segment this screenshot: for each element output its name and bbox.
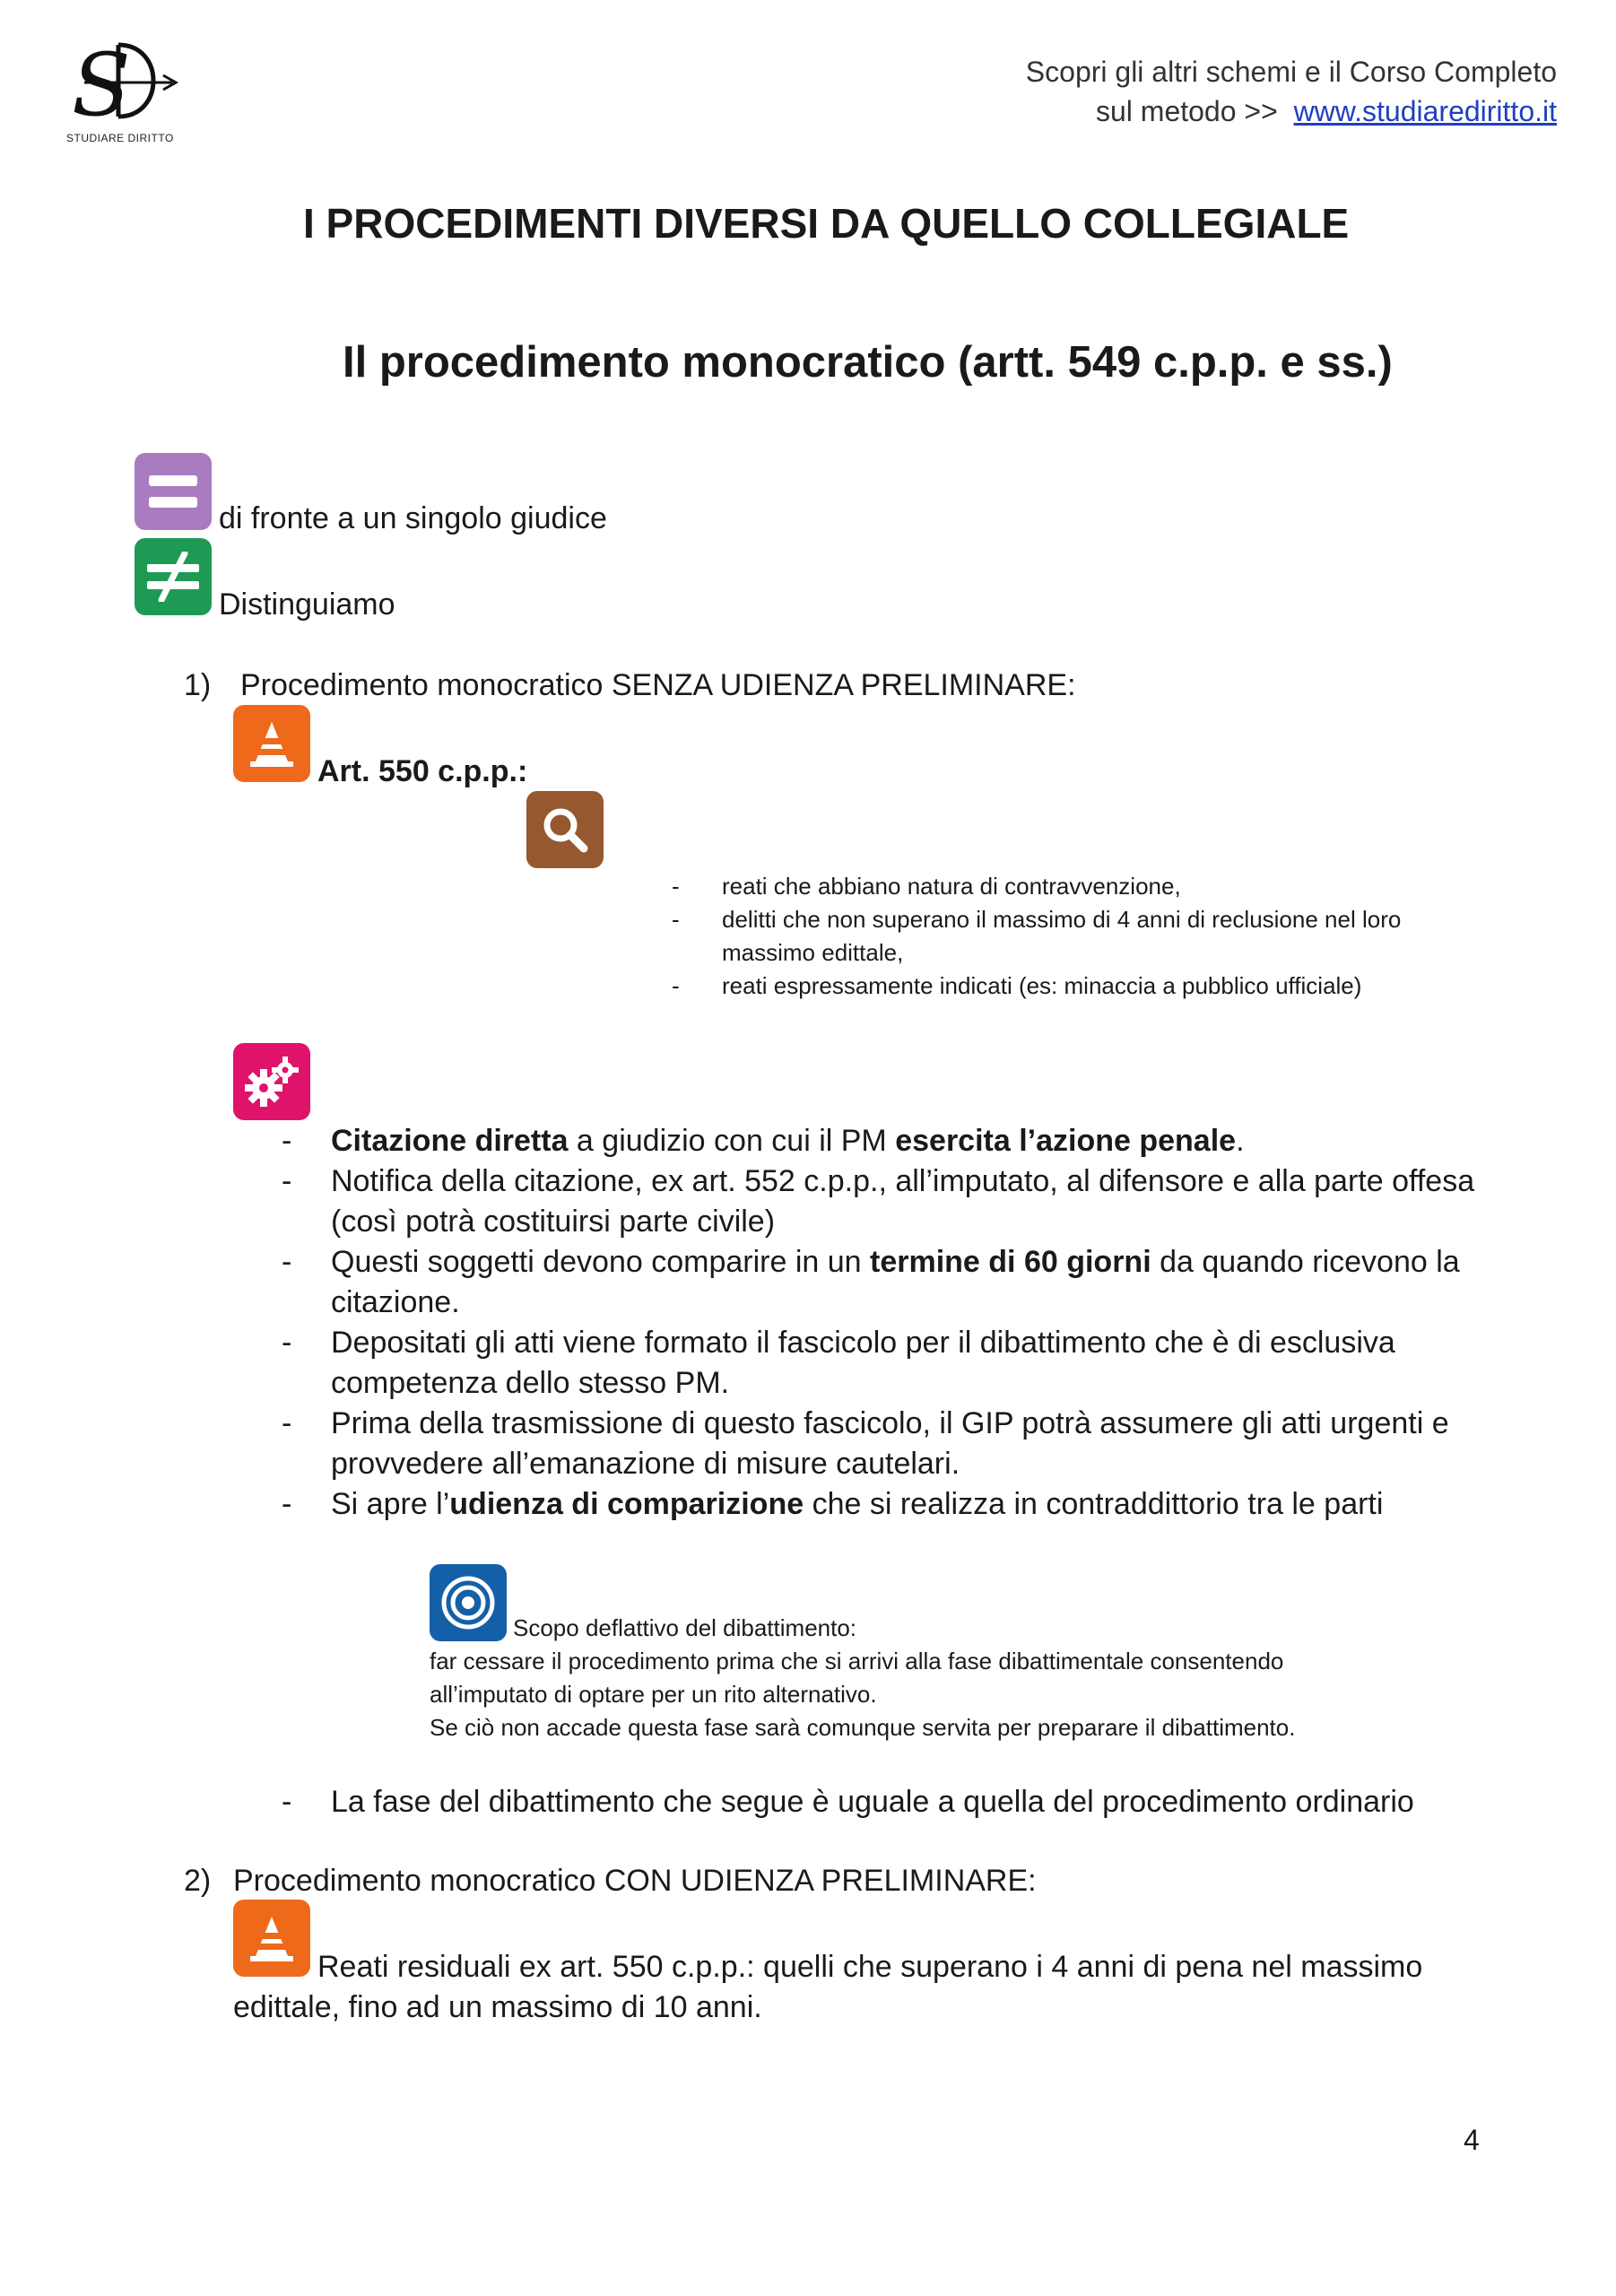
step-1 xyxy=(331,1121,1245,1161)
intro-distinguish-text: Distinguiamo xyxy=(219,587,395,622)
traffic-cone-icon xyxy=(233,1900,310,1977)
final-step: La fase del dibattimento che segue è uguale a quella del procedimento ordinario xyxy=(331,1785,1414,1819)
purpose-line-4: Se ciò non accade questa fase sarà comunque servita per preparare il dibattimento. xyxy=(430,1714,1296,1741)
article-550-label: Art. 550 c.p.p.: xyxy=(317,754,528,788)
page-subtitle: Il procedimento monocratico (artt. 549 c.p.p. e ss.) xyxy=(343,338,1393,387)
promo-line-2 xyxy=(1096,95,1557,128)
step-1-text-b: . xyxy=(1236,1124,1245,1158)
section2-line-1: Reati residuali ex art. 550 c.p.p.: quelli che superano i 4 anni di pena nel massimo xyxy=(317,1950,1423,1984)
list-item: reati che abbiano natura di contravvenzione, xyxy=(722,873,1181,900)
step-bullet: - xyxy=(282,1406,292,1440)
purpose-line-2: far cessare il procedimento prima che si arrivi alla fase dibattimentale consentendo xyxy=(430,1648,1284,1674)
gears-icon xyxy=(233,1043,310,1120)
step-6-text-b: che si realizza in contraddittorio tra le parti xyxy=(804,1487,1384,1521)
section1-heading: Procedimento monocratico SENZA UDIENZA PRELIMINARE: xyxy=(240,668,1076,702)
step-3-text-a: Questi soggetti devono comparire in un xyxy=(331,1245,871,1279)
section1-number: 1) xyxy=(184,668,212,702)
list-item: reati espressamente indicati (es: minaccia a pubblico ufficiale) xyxy=(722,972,1362,999)
svg-text:S: S xyxy=(72,36,131,126)
step-5-line-1: Prima della trasmissione di questo fascicolo, il GIP potrà assumere gli atti urgenti e xyxy=(331,1406,1449,1440)
list-bullet: - xyxy=(672,972,680,999)
step-3-line-2: citazione. xyxy=(331,1285,460,1319)
list-bullet: - xyxy=(672,906,680,933)
step-1-text-a: a giudizio con cui il PM xyxy=(568,1124,896,1158)
intro-equal-text: di fronte a un singolo giudice xyxy=(219,501,607,535)
step-bullet: - xyxy=(282,1245,292,1279)
section2-heading: Procedimento monocratico CON UDIENZA PRELIMINARE: xyxy=(233,1864,1037,1898)
promo-line-1: Scopri gli altri schemi e il Corso Completo xyxy=(1025,56,1557,88)
step-6-bold: udienza di comparizione xyxy=(449,1487,804,1521)
step-2-line-1: Notifica della citazione, ex art. 552 c.p.p., all’imputato, al difensore e alla parte offesa xyxy=(331,1164,1475,1198)
step-4-line-1: Depositati gli atti viene formato il fascicolo per il dibattimento che è di esclusiva xyxy=(331,1326,1395,1360)
section2-line-2: edittale, fino ad un massimo di 10 anni. xyxy=(233,1990,762,2024)
logo-caption: STUDIARE DIRITTO xyxy=(66,132,174,144)
not-equal-icon xyxy=(135,538,212,615)
step-bullet: - xyxy=(282,1124,292,1158)
equals-icon xyxy=(135,453,212,530)
list-item: delitti che non superano il massimo di 4 anni di reclusione nel loro xyxy=(722,906,1402,933)
step-4-line-2: competenza dello stesso PM. xyxy=(331,1366,730,1400)
step-bullet: - xyxy=(282,1164,292,1198)
step-5-line-2: provvedere all’emanazione di misure cautelari. xyxy=(331,1447,960,1481)
step-3-line-1 xyxy=(331,1242,1460,1282)
step-3-bold: termine di 60 giorni xyxy=(870,1245,1151,1279)
step-bullet: - xyxy=(282,1326,292,1360)
list-bullet: - xyxy=(672,873,680,900)
step-bullet: - xyxy=(282,1785,292,1819)
step-1-bold-a: Citazione diretta xyxy=(331,1124,569,1158)
target-icon xyxy=(430,1564,507,1641)
traffic-cone-icon xyxy=(233,705,310,782)
section2-number: 2) xyxy=(184,1864,212,1898)
website-link[interactable]: www.studiarediritto.it xyxy=(1293,95,1557,127)
step-2-line-2: (così potrà costituirsi parte civile) xyxy=(331,1205,776,1239)
list-item-continuation: massimo edittale, xyxy=(722,939,904,966)
step-6 xyxy=(331,1484,1383,1524)
step-3-text-b: da quando ricevono la xyxy=(1151,1245,1460,1279)
page-title: I PROCEDIMENTI DIVERSI DA QUELLO COLLEGIALE xyxy=(303,200,1350,247)
promo-prefix: sul metodo >> xyxy=(1095,95,1278,127)
magnifier-icon xyxy=(526,791,604,868)
logo xyxy=(66,36,183,144)
step-bullet: - xyxy=(282,1487,292,1521)
step-6-text-a: Si apre l’ xyxy=(331,1487,450,1521)
step-1-bold-b: esercita l’azione penale xyxy=(895,1124,1237,1158)
page-number: 4 xyxy=(1464,2124,1480,2156)
purpose-line-1: Scopo deflattivo del dibattimento: xyxy=(513,1614,857,1641)
logo-mark-icon xyxy=(66,36,183,126)
purpose-line-3: all’imputato di optare per un rito alternativo. xyxy=(430,1681,877,1708)
